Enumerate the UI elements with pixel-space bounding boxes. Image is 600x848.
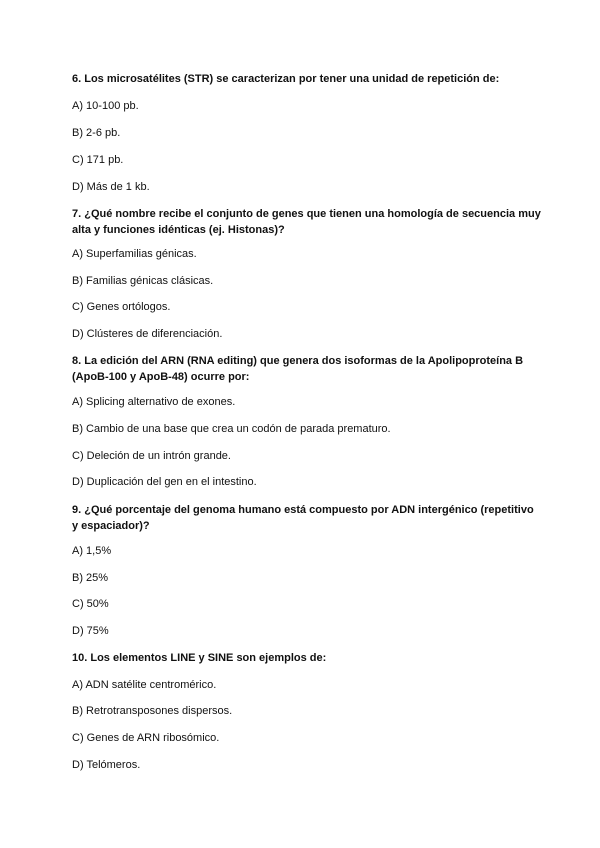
question-9-option-b: B) 25% [72,572,109,584]
question-10-option-c: C) Genes de ARN ribosómico. [72,732,220,744]
question-6-option-c: C) 171 pb. [72,154,124,166]
question-6-text: 6. Los microsatélites (STR) se caracterizan por tener una unidad de repetición de: [72,73,500,85]
question-7-text: 7. ¿Qué nombre recibe el conjunto de genes que tienen una homología de secuencia muy alta y funciones idénticas (ej. Histonas)? [72,208,541,236]
question-6-option-b: B) 2-6 pb. [72,127,121,139]
question-6-option-d: D) Más de 1 kb. [72,181,150,193]
question-9-option-d: D) 75% [72,625,109,637]
question-8-option-c: C) Deleción de un intrón grande. [72,450,231,462]
question-10-text: 10. Los elementos LINE y SINE son ejemplos de: [72,652,327,664]
question-7-option-d: D) Clústeres de diferenciación. [72,328,223,340]
question-8-option-d: D) Duplicación del gen en el intestino. [72,476,257,488]
question-10-option-a: A) ADN satélite centromérico. [72,679,217,691]
question-10-option-d: D) Telómeros. [72,759,141,771]
question-7-option-a: A) Superfamilias génicas. [72,248,197,260]
question-8-option-b: B) Cambio de una base que crea un codón de parada prematuro. [72,423,391,435]
question-6-option-a: A) 10-100 pb. [72,100,139,112]
question-9-text: 9. ¿Qué porcentaje del genoma humano está compuesto por ADN intergénico (repetitivo y espaciador)? [72,504,534,532]
question-9-option-c: C) 50% [72,598,109,610]
question-7-option-b: B) Familias génicas clásicas. [72,275,214,287]
question-8-text: 8. La edición del ARN (RNA editing) que genera dos isoformas de la Apolipoproteína B (ApoB-100 y ApoB-48) ocurre por: [72,355,524,383]
question-9-option-a: A) 1,5% [72,545,112,557]
question-7-option-c: C) Genes ortólogos. [72,301,171,313]
question-10-option-b: B) Retrotransposones dispersos. [72,705,233,717]
question-8-option-a: A) Splicing alternativo de exones. [72,396,236,408]
